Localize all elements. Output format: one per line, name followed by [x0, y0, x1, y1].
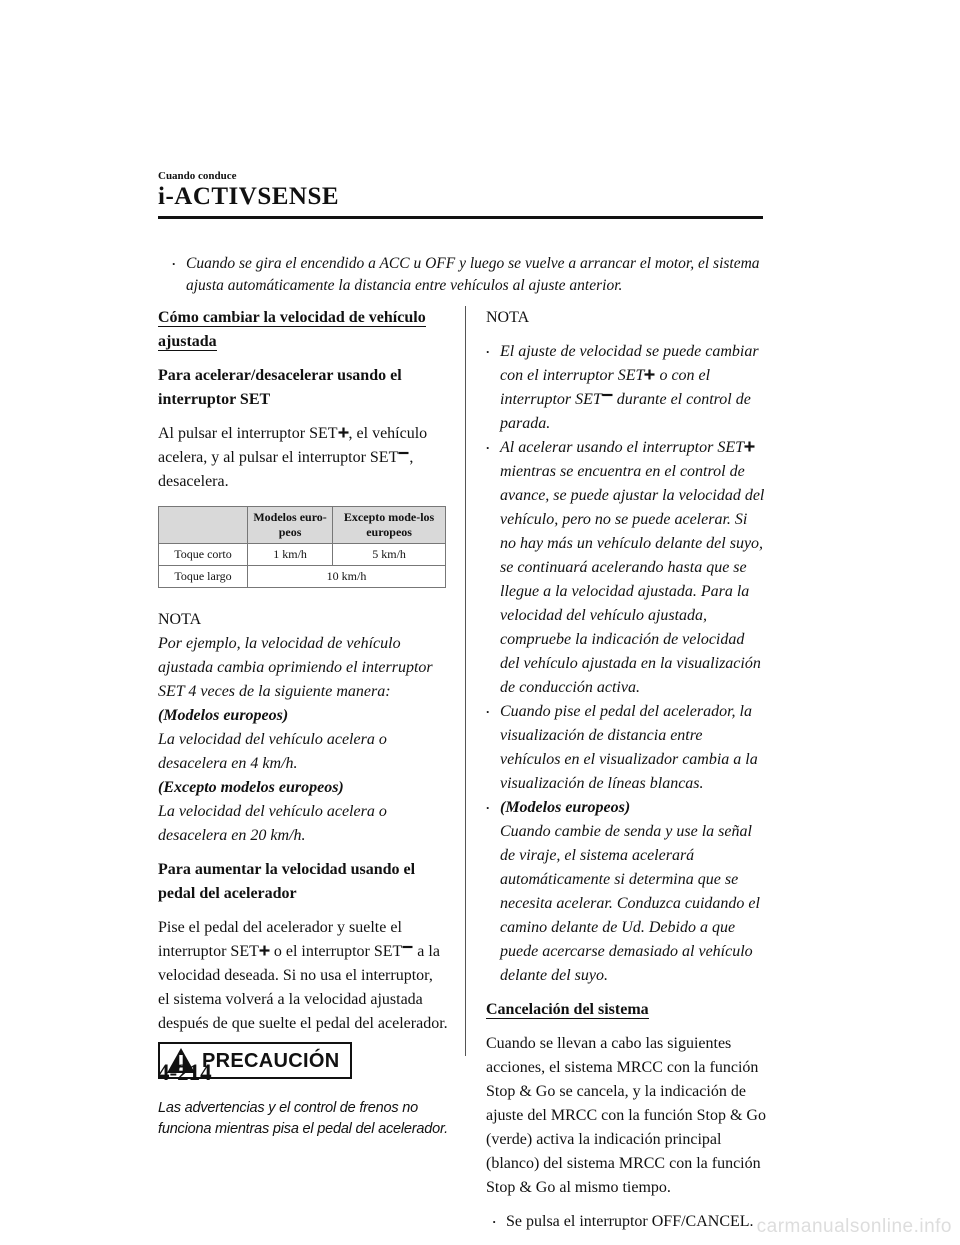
- top-note: [172, 253, 771, 297]
- header-rule: [158, 216, 763, 219]
- table-cell: 1 km/h: [248, 544, 333, 566]
- list-item: · Cuando pise el pedal del acelerador, la visualización de distancia entre vehículos en el visualizador cambia a la visualización de líneas blancas.: [486, 700, 766, 796]
- plus-icon: [259, 945, 270, 956]
- bullet-icon: ·: [486, 440, 490, 455]
- top-note-text: Cuando se gira el encendido a ACC u OFF y luego se vuelve a arrancar el motor, el sistema ajusta automáticamente la distancia entre vehículos al ajuste anterior.: [186, 255, 760, 294]
- table-cell: 10 km/h: [248, 566, 446, 588]
- column-divider: [465, 306, 466, 1056]
- cancel-heading: Cancelación del sistema: [486, 1001, 649, 1018]
- list-item: · (Modelos europeos) Cuando cambie de senda y use la señal de viraje, el sistema acelerará automáticamente si determina que se necesita acelerar. Conduzca cuidando el camino delante de Ud. Debido a que puede acercarse demasiado al vehículo delante del suyo.: [486, 796, 766, 988]
- speed-table: [158, 506, 446, 588]
- bullet-icon: ·: [486, 704, 490, 719]
- bullet-icon: ·: [486, 800, 490, 815]
- speed-change-heading: Cómo cambiar la velocidad de vehículo ajustada: [158, 309, 426, 350]
- subheading-set-switch: Para acelerar/desacelerar usando el interruptor SET: [158, 367, 402, 408]
- minus-icon: [602, 393, 613, 404]
- bullet-icon: ·: [486, 344, 490, 359]
- nota-title: NOTA: [158, 611, 202, 628]
- paragraph-set-switch: Al pulsar el interruptor SET , el vehículo acelera, y al pulsar el interruptor SET , desacelera.: [158, 425, 428, 490]
- caution-label: PRECAUCIÓN: [202, 1049, 340, 1072]
- list-item: · El ajuste de velocidad se puede cambiar con el interruptor SET o con el interruptor SET durante el control de parada.: [486, 340, 766, 436]
- cancel-paragraph: Cuando se llevan a cabo las siguientes acciones, el sistema MRCC con la función Stop & Go se cancela, y la indicación de ajuste del MRCC con la función Stop & Go (verde) activa la indicación principal (blanco) del sistema MRCC con la función Stop & Go al mismo tiempo.: [486, 1035, 766, 1196]
- page-number: 4-214: [158, 1060, 212, 1085]
- minus-icon: [398, 451, 409, 462]
- table-row-label: Toque largo: [159, 566, 248, 588]
- nota-text: La velocidad del vehículo acelera o desacelera en 4 km/h.: [158, 731, 387, 772]
- bullet-icon: ·: [172, 256, 176, 271]
- nota-title: NOTA: [486, 309, 530, 326]
- plus-icon: [644, 369, 655, 380]
- table-header-non-european: Excepto mode-los europeos: [333, 507, 446, 544]
- nota-text: Por ejemplo, la velocidad de vehículo ajustada cambia oprimiendo el interruptor SET 4 veces de la siguiente manera:: [158, 635, 433, 700]
- nota-non-european: (Excepto modelos europeos): [158, 779, 344, 796]
- subheading-accelerator: Para aumentar la velocidad usando el pedal del acelerador: [158, 861, 416, 902]
- caution-text: Las advertencias y el control de frenos no funciona mientras pisa el pedal del acelerador.: [158, 1100, 448, 1137]
- watermark: carmanualsonline.info: [756, 1216, 952, 1237]
- list-item: · Se pulsa el interruptor OFF/CANCEL.: [492, 1210, 766, 1234]
- table-header-european: Modelos euro-peos: [248, 507, 333, 544]
- plus-icon: [338, 427, 349, 438]
- section-label: Cuando conduce: [158, 170, 237, 182]
- nota-european: (Modelos europeos): [158, 707, 289, 724]
- list-item: · Al acelerar usando el interruptor SET mientras se encuentra en el control de avance, se puede ajustar la velocidad del vehículo, pero no se puede acelerar. Si no hay más un vehículo delante del suyo, se continuará acelerando hasta que se llegue a la velocidad ajustada. Para la velocidad del vehículo ajustada, compruebe la indicación de velocidad del vehículo ajustada en la visualización de conducción activa.: [486, 436, 766, 700]
- table-row-label: Toque corto: [159, 544, 248, 566]
- table-corner: [159, 507, 248, 544]
- nota-text: La velocidad del vehículo acelera o desacelera en 20 km/h.: [158, 803, 387, 844]
- plus-icon: [744, 441, 755, 452]
- list-item-title: (Modelos europeos): [500, 799, 631, 816]
- chapter-title: i-ACTIVSENSE: [158, 183, 340, 210]
- table-cell: 5 km/h: [333, 544, 446, 566]
- paragraph-accelerator: Pise el pedal del acelerador y suelte el interruptor SET o el interruptor SET a la velocidad deseada. Si no usa el interruptor, el sistema volverá a la velocidad ajustada después de que suelte el pedal del acelerador.: [158, 919, 448, 1032]
- right-column: [486, 306, 766, 1234]
- minus-icon: [402, 945, 413, 956]
- left-column: [158, 306, 448, 1140]
- bullet-icon: ·: [492, 1214, 497, 1229]
